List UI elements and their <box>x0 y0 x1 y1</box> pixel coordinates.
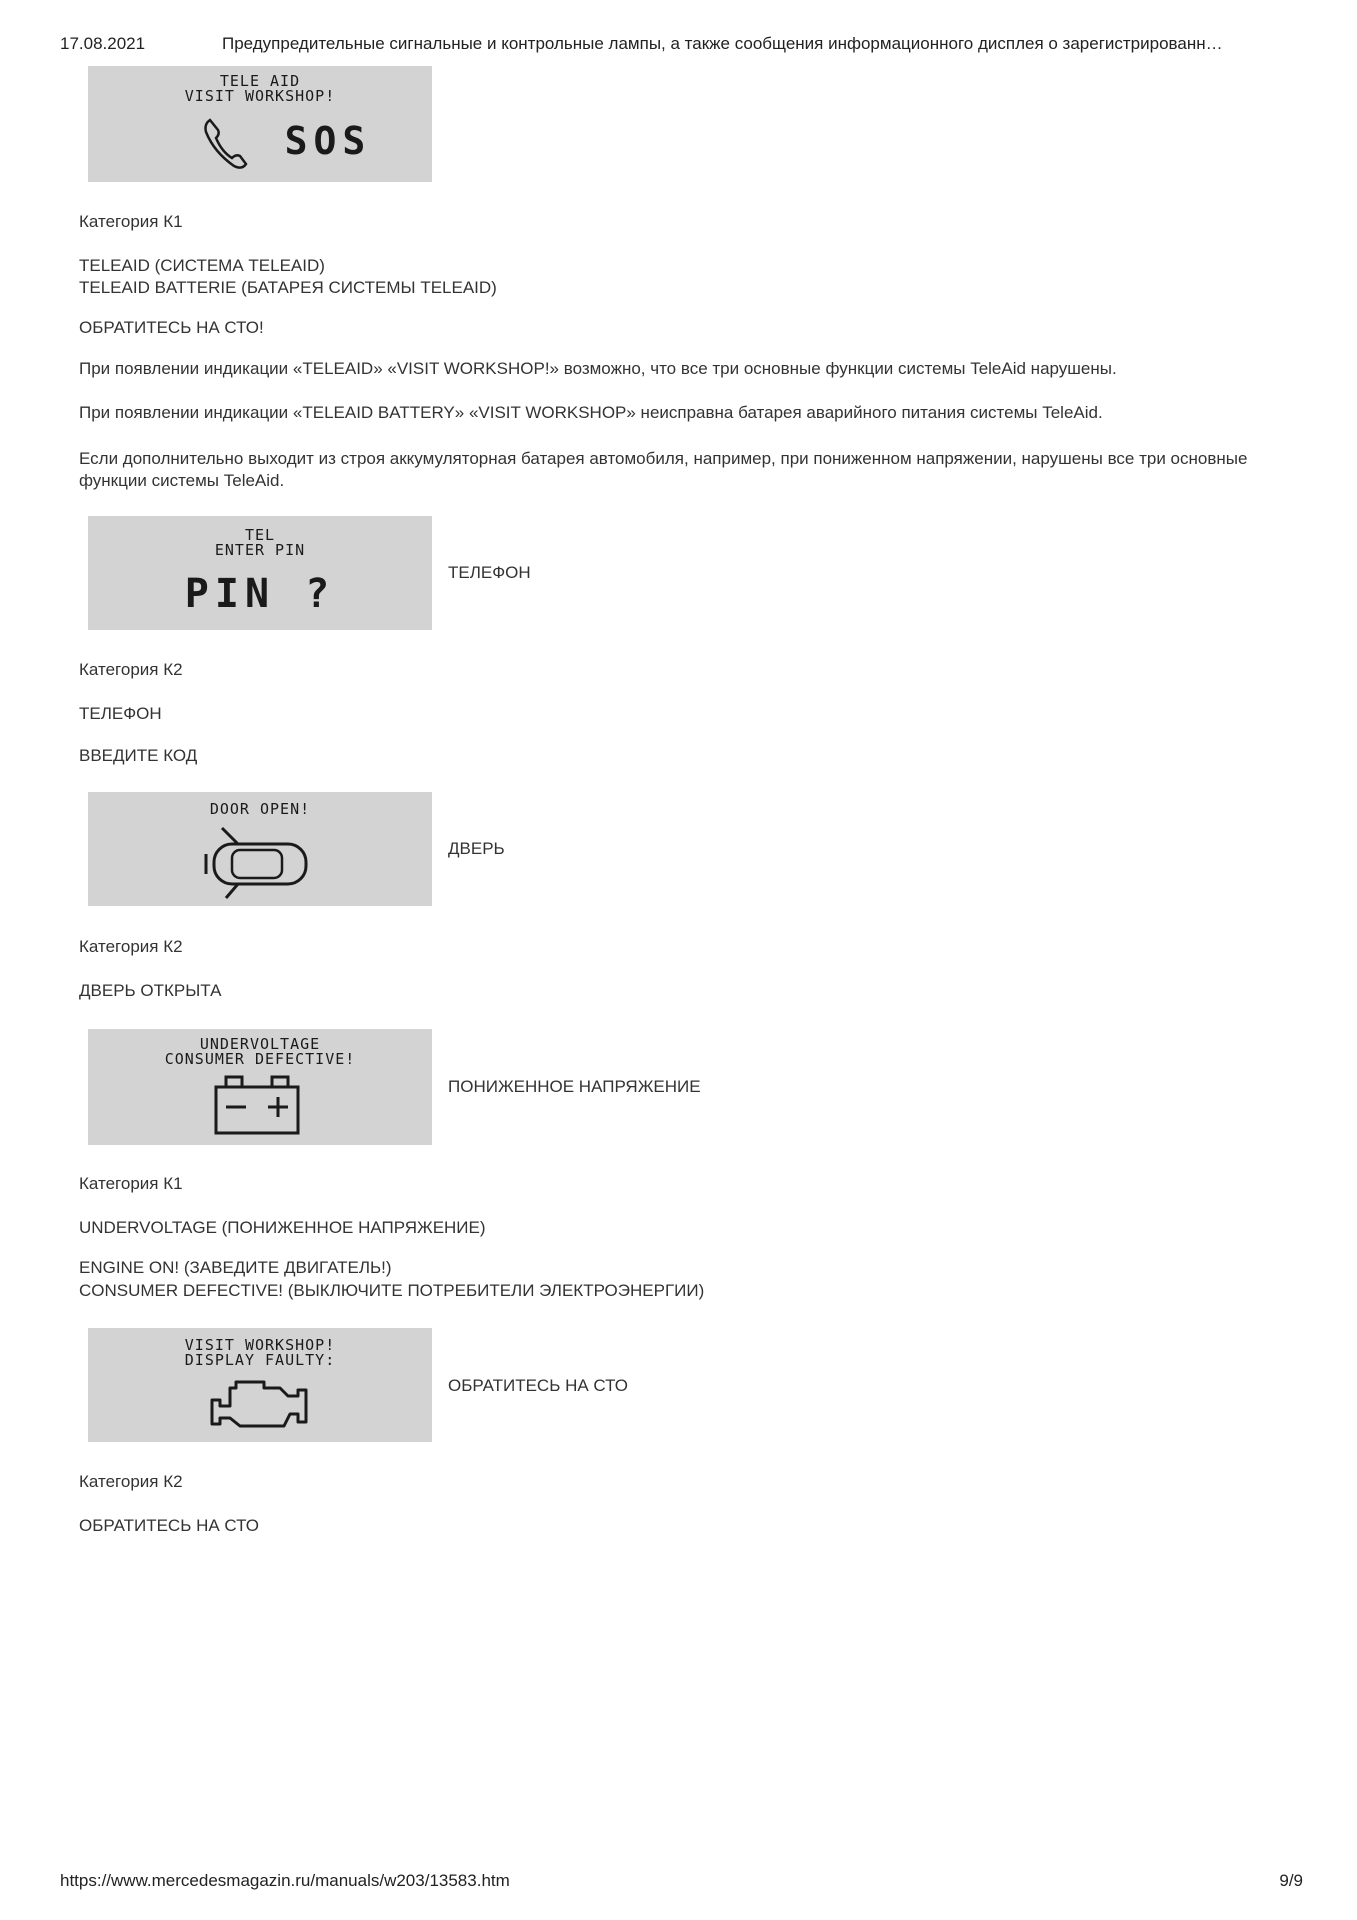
page-number: 9/9 <box>1279 1871 1303 1890</box>
body-line: При появлении индикации «TELEAID» «VISIT WORKSHOP!» возможно, что все три основные функции системы TeleAid нарушены. <box>79 359 1117 378</box>
category-label: Категория К2 <box>79 1472 183 1491</box>
tel-enter-pin-display-image <box>88 516 432 630</box>
body-line: TELEAID BATTERIE (БАТАРЕЯ СИСТЕМЫ TELEAID) <box>79 278 497 297</box>
display-caption: ПОНИЖЕННОЕ НАПРЯЖЕНИЕ <box>448 1077 701 1096</box>
teleaid-sos-display-image <box>88 66 432 182</box>
body-paragraph: Если дополнительно выходит из строя аккумуляторная батарея автомобиля, например, при пониженном напряжении, нарушены все три основные функции системы TeleAid. <box>79 449 1248 490</box>
display-line-2: CONSUMER DEFECTIVE! <box>164 1050 356 1068</box>
body-line: ВВЕДИТЕ КОД <box>79 746 198 765</box>
car-door-open-icon <box>200 822 320 902</box>
display-line-1: VISIT WORKSHOP! <box>184 1336 336 1354</box>
body-line: TELEAID (СИСТЕМА TELEAID) <box>79 256 325 275</box>
display-caption: ОБРАТИТЕСЬ НА СТО <box>448 1376 628 1395</box>
display-line-2: VISIT WORKSHOP! <box>184 87 336 105</box>
undervoltage-display-image <box>88 1029 432 1145</box>
body-line: ДВЕРЬ ОТКРЫТА <box>79 981 222 1000</box>
body-line: UNDERVOLTAGE (ПОНИЖЕННОЕ НАПРЯЖЕНИЕ) <box>79 1218 486 1237</box>
door-open-display-image <box>88 792 432 906</box>
engine-icon <box>206 1374 316 1436</box>
display-line-2: DISPLAY FAULTY: <box>184 1351 336 1369</box>
display-line-1: TEL <box>244 526 276 544</box>
display-line-2: ENTER PIN <box>214 541 306 559</box>
body-line: ОБРАТИТЕСЬ НА СТО <box>79 1516 259 1535</box>
page-title: Предупредительные сигнальные и контрольные лампы, а также сообщения информационного дисплея о зарегистрированн… <box>222 34 1223 53</box>
category-label: Категория К1 <box>79 212 183 231</box>
display-line-1: DOOR OPEN! <box>209 800 311 818</box>
body-line: ОБРАТИТЕСЬ НА СТО! <box>79 318 264 337</box>
body-line: CONSUMER DEFECTIVE! (ВЫКЛЮЧИТЕ ПОТРЕБИТЕЛИ ЭЛЕКТРОЭНЕРГИИ) <box>79 1281 705 1300</box>
category-label: Категория К2 <box>79 660 183 679</box>
category-label: Категория К1 <box>79 1174 183 1193</box>
battery-icon <box>212 1073 302 1137</box>
display-caption: ДВЕРЬ <box>448 839 505 858</box>
display-line-1: UNDERVOLTAGE <box>199 1035 321 1053</box>
display-caption: ТЕЛЕФОН <box>448 563 531 582</box>
page-url: https://www.mercedesmagazin.ru/manuals/w203/13583.htm <box>60 1871 510 1890</box>
print-date: 17.08.2021 <box>60 34 146 53</box>
display-big-text: SOS <box>284 119 372 163</box>
body-line: При появлении индикации «TELEAID BATTERY» «VISIT WORKSHOP» неисправна батарея аварийного питания системы TeleAid. <box>79 403 1103 422</box>
display-line-1: TELE AID <box>219 72 301 90</box>
category-label: Категория К2 <box>79 937 183 956</box>
visit-workshop-display-image <box>88 1328 432 1442</box>
body-line: ENGINE ON! (ЗАВЕДИТЕ ДВИГАТЕЛЬ!) <box>79 1258 392 1277</box>
body-line: ТЕЛЕФОН <box>79 704 162 723</box>
display-big-text: PIN ? <box>184 571 336 617</box>
